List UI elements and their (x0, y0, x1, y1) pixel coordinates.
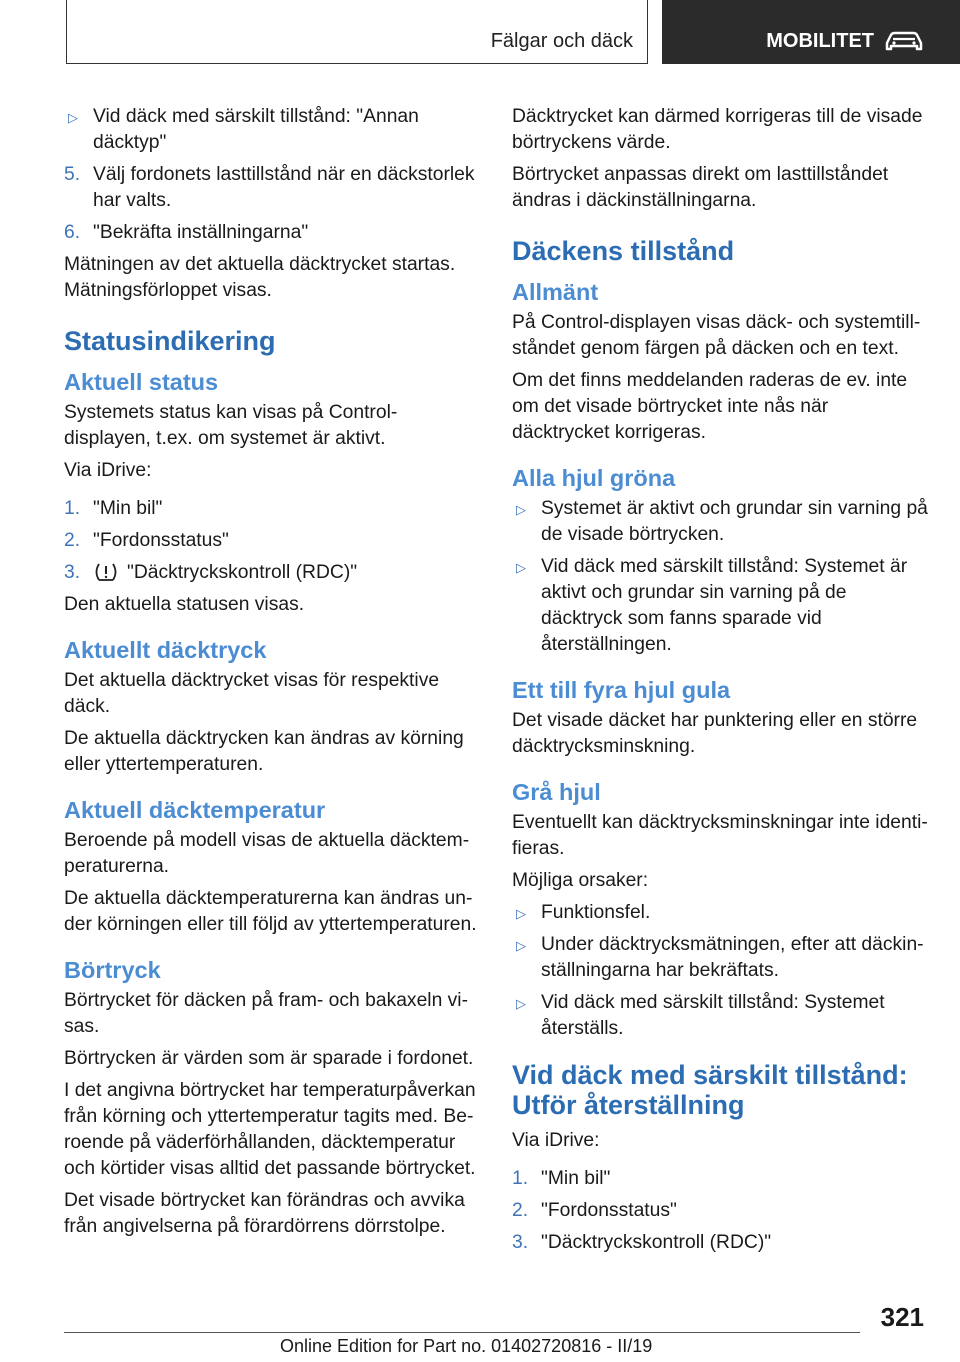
header-section-box (66, 0, 648, 64)
paragraph: Mätningen av det aktuella däcktrycket startas. Mätningsförloppet visas. (64, 254, 456, 301)
paragraph: Den aktuella statusen visas. (64, 594, 305, 615)
step-1: 1. "Min bil" (64, 498, 163, 519)
list-item: ▷ Under däcktrycksmätningen, efter att däckinställningarna har bekräftats. (516, 934, 924, 981)
heading-alla-hjul-grona: Alla hjul gröna (512, 465, 676, 491)
heading-statusindikering: Statusindikering (64, 326, 276, 356)
bullet-marker: ▷ (516, 938, 526, 953)
paragraph: Om det finns meddelanden raderas de ev. inte om det visade börtrycket inte nås när däcktrycket korrigeras. (512, 370, 908, 443)
step-1: 1. "Min bil" (512, 1168, 611, 1189)
header-chapter-tab (662, 0, 960, 64)
bullet-marker: ▷ (68, 110, 78, 125)
paragraph: Det visade däcket har punktering eller en större däcktrycksminskning. (512, 710, 918, 757)
tire-pressure-warning-icon (93, 562, 119, 582)
paragraph: Börtrycket anpassas direkt om lasttillståndet ändras i däckinställningarna. (512, 164, 889, 211)
step-5: 5. Välj fordonets lasttillstånd när en däckstorlek har valts. (64, 164, 475, 211)
list-item: ▷ Vid däck med särskilt tillstånd: Systemet återställs. (516, 992, 885, 1039)
list-item: ▷ Vid däck med särskilt tillstånd: Systemet är aktivt och grundar sin varning på de däcktryck som fanns sparade vid återställningen. (516, 556, 908, 655)
heading-ett-till-fyra-hjul-gula: Ett till fyra hjul gula (512, 677, 731, 703)
paragraph: Däcktrycket kan därmed korrigeras till de visade börtryckens värde. (512, 106, 923, 153)
heading-gra-hjul: Grå hjul (512, 779, 601, 805)
bullet-marker: ▷ (516, 502, 526, 517)
paragraph: De aktuella däcktrycken kan ändras av körning eller yttertemperaturen. (64, 728, 464, 775)
step-2: 2. "Fordonsstatus" (512, 1200, 677, 1221)
paragraph: Det visade börtrycket kan förändras och avvika från angivelserna på förardörrens dörrstolpe. (64, 1190, 465, 1237)
section-title: Fälgar och däck (490, 30, 633, 52)
footer-edition: Online Edition for Part no. 01402720816 - II/19 (280, 1336, 653, 1356)
heading-aktuell-status: Aktuell status (64, 369, 219, 395)
paragraph: Möjliga orsaker: (512, 870, 649, 891)
bullet-marker: ▷ (516, 996, 526, 1011)
paragraph: Det aktuella däcktrycket visas för respektive däck. (64, 670, 440, 717)
paragraph: Eventuellt kan däcktrycksminskningar inte identifieras. (512, 812, 928, 859)
paragraph: Via iDrive: (512, 1130, 600, 1151)
heading-aktuell-dacktemperatur: Aktuell däcktemperatur (64, 797, 326, 823)
paragraph: De aktuella däcktemperaturerna kan ändras under körningen eller till följd av yttertemperaturen. (64, 888, 477, 935)
step-3: 3. "Däcktryckskontroll (RDC)" (512, 1232, 772, 1253)
paragraph: Börtrycken är värden som är sparade i fordonet. (64, 1048, 474, 1069)
heading-aktuellt-dacktryck: Aktuellt däcktryck (64, 637, 267, 663)
footer-divider (64, 1332, 860, 1333)
step-6: 6. "Bekräfta inställningarna" (64, 222, 309, 243)
paragraph: Systemets status kan visas på Control-displayen, t.ex. om systemet är aktivt. (64, 402, 398, 449)
step-2: 2. "Fordonsstatus" (64, 530, 229, 551)
car-icon (884, 30, 924, 52)
heading-dackens-tillstand: Däckens tillstånd (512, 236, 735, 266)
paragraph: Börtrycket för däcken på fram- och bakaxeln visas. (64, 990, 469, 1037)
heading-allmant: Allmänt (512, 279, 599, 305)
bullet-marker: ▷ (516, 560, 526, 575)
paragraph: Via iDrive: (64, 460, 152, 481)
right-column (512, 104, 928, 1262)
page-number: 321 (880, 1302, 924, 1332)
paragraph: På Control-displayen visas däck- och systemtillståndet genom färgen på däcken och en text. (512, 312, 921, 359)
list-item: ▷ Systemet är aktivt och grundar sin varning på de visade börtrycken. (516, 498, 928, 545)
chapter-title: MOBILITET (766, 30, 874, 52)
heading-bortryck: Börtryck (64, 957, 161, 983)
list-item: ▷ Funktionsfel. (512, 900, 928, 926)
paragraph: I det angivna börtrycket har temperaturpåverkan från körning och yttertemperatur tagits med. Beroende på väderförhållanden, däcktemperatur och körtider visas alltid det passande börtrycket. (64, 1080, 476, 1179)
bullet-marker: ▷ (516, 906, 526, 921)
paragraph: Beroende på modell visas de aktuella däcktemperaturerna. (64, 830, 470, 877)
left-column (64, 104, 480, 1246)
list-item: ▷ Vid däck med särskilt tillstånd: "Annan däcktyp" (68, 106, 419, 153)
heading-utfor-aterstallning: Vid däck med särskilt tillstånd: Utför återställning (512, 1060, 908, 1120)
step-3: 3. "Däcktryckskontroll (RDC)" (64, 562, 358, 583)
